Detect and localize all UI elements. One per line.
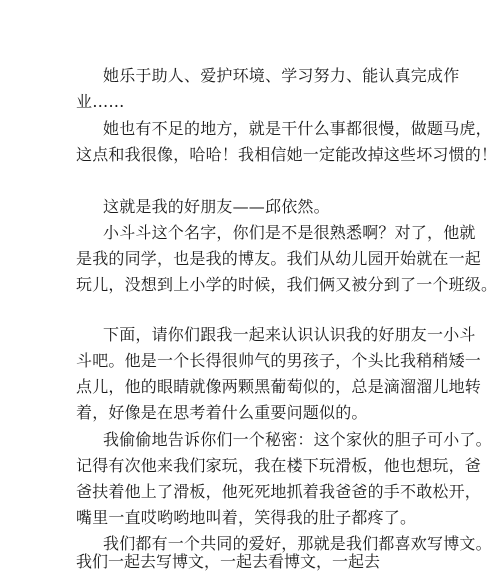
- paragraph-line: 我偷偷地告诉你们一个秘密：这个家伙的胆子可小了。: [103, 430, 492, 449]
- paragraph-line: 这点和我很像，哈哈！我相信她一定能改掉这些坏习惯的！: [76, 145, 498, 164]
- paragraph-line: 爸扶着他上了滑板，他死死地抓着我爸爸的手不敢松开，: [76, 482, 482, 501]
- paragraph-line: 是我的同学，也是我的博友。我们从幼儿园开始就在一起: [76, 249, 482, 268]
- paragraph-line: 她乐于助人、爱护环境、学习努力、能认真完成作: [103, 66, 460, 85]
- paragraph-line: 嘴里一直哎哟哟地叫着，笑得我的肚子都疼了。: [76, 508, 417, 527]
- paragraph-line: 玩儿，没想到上小学的时候，我们俩又被分到了一个班级。: [76, 275, 498, 294]
- paragraph-line: 斗吧。他是一个长得很帅气的男孩子，个头比我稍稍矮一: [76, 351, 482, 370]
- paragraph-line: 记得有次他来我们家玩，我在楼下玩滑板，他也想玩，爸: [76, 456, 482, 475]
- paragraph-line: 她也有不足的地方，就是干什么事都很慢，做题马虎，: [103, 119, 492, 138]
- paragraph-line: 小斗斗这个名字，你们是不是很熟悉啊？对了，他就: [103, 223, 476, 242]
- paragraph-line: 点儿，他的眼睛就像两颗黑葡萄似的，总是滴溜溜儿地转: [76, 377, 482, 396]
- paragraph-line: 我们都有一个共同的爱好，那就是我们都喜欢写博文。: [103, 534, 492, 553]
- paragraph-line: 这就是我的好朋友——邱依然。: [103, 197, 330, 216]
- paragraph-line: 着，好像是在思考着什么重要问题似的。: [76, 403, 368, 422]
- paragraph-line: 下面，请你们跟我一起来认识认识我的好朋友一小斗: [103, 325, 476, 344]
- paragraph-line: 业……: [76, 92, 125, 111]
- paragraph-line-cut: 我们一起去写博文，一起去看博文，一起去: [76, 552, 381, 571]
